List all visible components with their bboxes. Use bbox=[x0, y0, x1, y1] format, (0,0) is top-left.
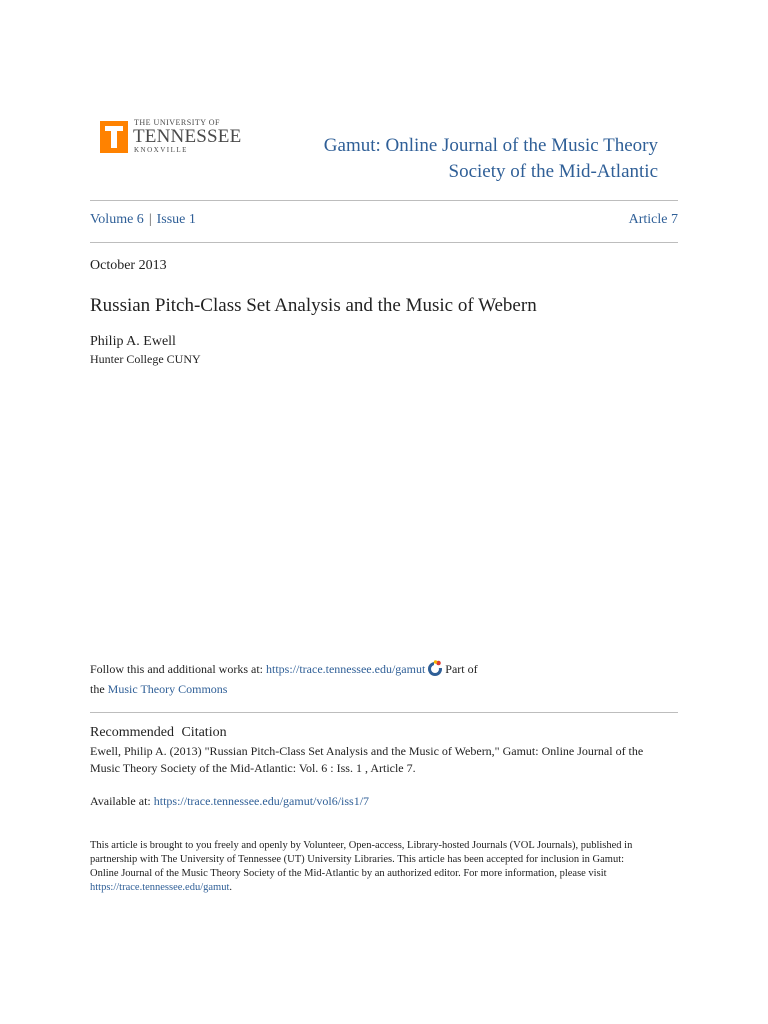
commons-line bbox=[90, 682, 227, 697]
author-affiliation: Hunter College CUNY bbox=[90, 352, 201, 366]
article-url-link[interactable]: https://trace.tennessee.edu/gamut/vol6/iss1/7 bbox=[153, 794, 370, 808]
journal-title-line-2[interactable]: Society of the Mid-Atlantic bbox=[448, 161, 658, 182]
footer-notice bbox=[90, 839, 680, 895]
author-name: Philip A. Ewell bbox=[90, 334, 176, 349]
bepress-network-icon bbox=[427, 660, 443, 680]
recommended-citation-heading: Recommended Citation bbox=[90, 725, 227, 740]
divider-top bbox=[90, 200, 678, 201]
journal-title-line-1[interactable]: Gamut: Online Journal of the Music Theory bbox=[323, 135, 658, 156]
available-at-line bbox=[90, 794, 369, 809]
collection-url-link[interactable]: https://trace.tennessee.edu/gamut bbox=[266, 662, 426, 676]
citation-line-1: Ewell, Philip A. (2013) "Russian Pitch-Class Set Analysis and the Music of Webern," Gamut: Online Journal of the bbox=[90, 744, 644, 758]
journal-title[interactable] bbox=[324, 133, 658, 185]
article-title: Russian Pitch-Class Set Analysis and the Music of Webern bbox=[90, 295, 537, 316]
footer-url-link[interactable]: https://trace.tennessee.edu/gamut bbox=[90, 882, 230, 893]
volume-link[interactable]: Volume 6 bbox=[90, 212, 144, 227]
footer-line-1: This article is brought to you freely and openly by Volunteer, Open-access, Library-hosted Journals (VOL Journals), published in bbox=[90, 840, 633, 851]
issue-separator: | bbox=[148, 212, 152, 227]
logo-line-university-of: THE UNIVERSITY OF bbox=[134, 118, 220, 127]
footer-url-suffix: . bbox=[229, 882, 232, 893]
divider-issue bbox=[90, 242, 678, 243]
part-of-label: Part of bbox=[445, 662, 478, 676]
the-label: the bbox=[90, 682, 105, 696]
footer-line-4 bbox=[90, 881, 680, 895]
footer-line-3: Online Journal of the Music Theory Society of the Mid-Atlantic by an authorized editor. For more information, please visit bbox=[90, 868, 607, 879]
university-logo bbox=[100, 118, 240, 158]
citation-text bbox=[90, 743, 680, 777]
issue-row bbox=[90, 212, 678, 228]
issue-link[interactable]: Issue 1 bbox=[156, 212, 196, 227]
power-t-logo-icon bbox=[100, 121, 128, 153]
available-label: Available at: bbox=[90, 794, 151, 808]
music-theory-commons-link[interactable]: Music Theory Commons bbox=[107, 682, 228, 696]
article-number-link[interactable]: Article 7 bbox=[628, 212, 678, 227]
logo-line-tennessee: TENNESSEE bbox=[133, 126, 242, 147]
footer-line-2: partnership with The University of Tennessee (UT) University Libraries. This article has been accepted for inclusion in Gamut: bbox=[90, 854, 625, 865]
logo-line-knoxville: KNOXVILLE bbox=[134, 146, 188, 154]
publication-date: October 2013 bbox=[90, 258, 167, 273]
citation-line-2: Music Theory Society of the Mid-Atlantic: Vol. 6 : Iss. 1 , Article 7. bbox=[90, 761, 416, 775]
divider-citation bbox=[90, 712, 678, 713]
follow-line bbox=[90, 660, 478, 680]
follow-prefix: Follow this and additional works at: bbox=[90, 662, 263, 676]
